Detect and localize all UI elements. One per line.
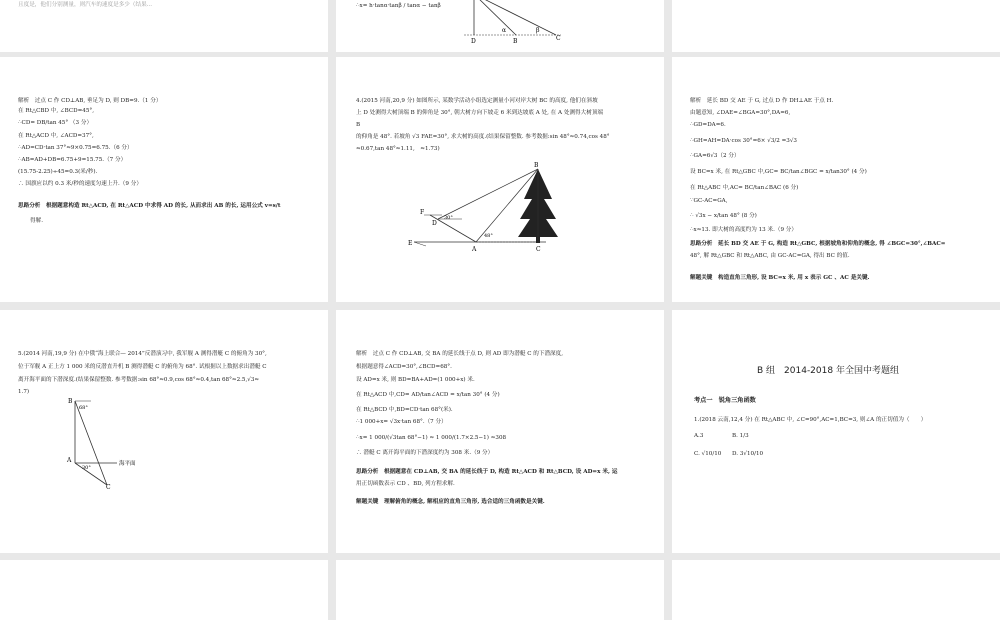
card-solution-flag — [0, 57, 328, 302]
line: ≈0.67,tan 48°≈1.11, ≈1.73) — [356, 146, 440, 152]
line: ∴ √3x − x/tan 48° (8 分) — [690, 213, 757, 219]
line: 解析 延长 BD 交 AE 于 G, 过点 D 作 DH⊥AE 于点 H. — [690, 98, 834, 104]
figure-top — [456, 0, 586, 50]
analysis-line: 思路分析 延长 BD 交 AE 于 G, 构造 Rt△GBC, 根据坡角和仰角的概念, 得 ∠BGC=30°,∠BAC= — [690, 241, 946, 247]
label-angle-68: 68° — [79, 405, 88, 411]
card-top-right — [672, 0, 1000, 52]
line: 解析 过点 C 作 CD⊥AB, 垂足为 D, 则 DB=9.（1 分） — [18, 98, 162, 104]
label-angle-30: 30° — [82, 465, 91, 471]
card-solution-submarine — [336, 310, 664, 553]
label-F: F — [420, 209, 425, 216]
line: 在 Rt△ACD 中, ∠ACD=37°, — [18, 133, 94, 139]
text-fragment: 且度是，他们分别测量，则汽车的速度是多少（结果... — [18, 2, 152, 8]
label-B: B — [534, 162, 539, 169]
label-angle-30: 30° — [444, 215, 453, 221]
label-angle-48: 48° — [484, 233, 493, 239]
analysis-line: 思路分析 根据题意在 CD⊥AB, 交 BA 的延长线于 D, 构造 Rt△ACD 和 Rt△BCD, 设 AD=x 米, 运 — [356, 469, 618, 475]
line: 在 Rt△ABC 中,AC= BC/tan∠BAC (6 分) — [690, 185, 799, 191]
card-question-5 — [0, 310, 328, 553]
card-question-4 — [336, 57, 664, 302]
line: 根据题意得∠ACD=30°,∠BCD=68°. — [356, 364, 452, 370]
analysis-line: 思路分析 根据题意构造 Rt△ACD, 在 Rt△ACD 中求得 AD 的长, 从而求出 AB 的长, 运用公式 v=s/t — [18, 203, 281, 209]
label-C: C — [106, 484, 111, 490]
card-bottom-middle — [336, 560, 664, 620]
line: ∴AD=CD·tan 37°≈9×0.75=6.75.（6 分） — [18, 145, 133, 151]
section-title: B 组 2014-2018 年全国中考题组 — [757, 366, 899, 376]
card-top-left — [0, 0, 328, 52]
label-A: A — [472, 246, 477, 253]
label-D: D — [471, 38, 476, 45]
question-text: 1.(2018 云南,12,4 分) 在 Rt△ABC 中, ∠C=90°,AC=1,BC=3, 则∠A 的正切值为（ ） — [694, 417, 927, 423]
label-C: C — [536, 246, 541, 253]
line: B — [356, 122, 361, 128]
line: ∴x= 1 000/(√3tan 68°−1) ≈ 1 000/(1.7×2.5−1) ≈308 — [356, 435, 507, 441]
line: ∴GA=6√3（2 分） — [690, 153, 740, 159]
option-d: D. 3√10/10 — [732, 451, 764, 457]
line: 用正切函数表示 CD 、BD, 列方程求解. — [356, 481, 455, 487]
label-A: A — [67, 457, 72, 464]
line: 在 Rt△BCD 中,BD=CD·tan 68°(米). — [356, 407, 453, 413]
label-sea-level: 海平面 — [119, 461, 136, 467]
line: 设 BC=x 米, 在 Rt△GBC 中,GC= BC/tan∠BGC = x/tan30° (4 分) — [690, 169, 867, 175]
formula-fragment: ∴x= h·tanα·tanβ / tanα − tanβ — [356, 3, 441, 9]
line: 得解. — [30, 218, 43, 224]
line: (15.75-2.25)÷45=0.3(米/秒). — [18, 169, 98, 175]
line: 上 D 处测得大树顶端 B 的仰角是 30°, 朝大树方向下坡走 6 米到达坡底 A 处, 在 A 处测得大树顶端 — [356, 110, 604, 116]
label-B: B — [68, 398, 73, 405]
line: 的仰角是 48°. 若坡角 √3 FAE=30°, 求大树的高度.(结果保留整数. 参考数据:sin 48°≈0.74,cos 48° — [356, 134, 610, 140]
label-E: E — [408, 240, 413, 247]
line: ∴ 潜艇 C 离开海平面的下潜深度约为 308 米.（9 分） — [356, 450, 494, 456]
label-C: C — [556, 35, 561, 42]
card-group-b — [672, 310, 1000, 553]
figure-tree-slope — [406, 157, 576, 257]
line: ∵GC-AC=GA, — [690, 198, 728, 204]
figure-submarine — [55, 395, 175, 490]
line: ∴AB=AD+DB=6.75+9=15.75.（7 分） — [18, 157, 127, 163]
line: 离开海平面的下潜深度.(结果保留整数. 参考数据:sin 68°≈0.9,cos 68°≈0.4,tan 68°≈2.5,√3≈ — [18, 377, 260, 383]
line: 4.(2015 河南,20,9 分) 如图所示, 某数学活动小组选定测量小河对岸大树 BC 的高度, 他们在斜坡 — [356, 98, 598, 104]
label-B: B — [513, 38, 518, 45]
line: 5.(2014 河南,19,9 分) 在中俄“海上联合— 2014”反潜演习中, 我军舰 A 测得潜艇 C 的俯角为 30°, — [18, 351, 267, 357]
option-a: A.3 — [694, 433, 704, 439]
line: 位于军舰 A 正上方 1 000 米的反潜直升机 B 测得潜艇 C 的俯角为 68°. 试根据以上数据求出潜艇 C — [18, 364, 267, 370]
card-solution-tree — [672, 57, 1000, 302]
line: ∴CD= DB/tan 45° （3 分） — [18, 120, 93, 126]
line: ∴GD=DA=6. — [690, 122, 726, 128]
line: 由题意知, ∠DAE=∠BGA=30°,DA=6, — [690, 110, 791, 116]
card-top-middle — [336, 0, 664, 52]
line: ∴GH=AH=DA·cos 30°=6× √3/2 =3√3 — [690, 138, 797, 144]
line: 在 Rt△CBD 中, ∠BCD=45°, — [18, 108, 94, 114]
line: ∴ 国旗应以约 0.3 米/秒的速度匀速上升.（9 分） — [18, 181, 142, 187]
line: 1.7) — [18, 389, 30, 395]
line: 解析 过点 C 作 CD⊥AB, 交 BA 的延长线于点 D, 则 AD 即为潜艇 C 的下潜深度, — [356, 351, 564, 357]
label-alpha: α — [502, 27, 507, 34]
line: ∴1 000+x= √3x·tan 68°.（7 分） — [356, 419, 447, 425]
card-bottom-left — [0, 560, 328, 620]
label-D: D — [432, 220, 437, 227]
line: ∴x≈13. 即大树的高度约为 13 米.（9 分） — [690, 227, 797, 233]
key-line: 解题关键 理解俯角的概念, 解相应的直角三角形, 选合适的三角函数是关键. — [356, 499, 545, 505]
line: 48°, 解 Rt△GBC 和 Rt△ABC, 由 GC-AC=GA, 得出 BC 的值. — [690, 253, 850, 259]
card-bottom-right — [672, 560, 1000, 620]
key-line: 解题关键 构造直角三角形, 设 BC=x 米, 用 x 表示 GC 、AC 是关键. — [690, 275, 870, 281]
line: 设 AD=x 米, 则 BD=BA+AD=(1 000+x) 米. — [356, 377, 475, 383]
line: 在 Rt△ACD 中,CD= AD/tan∠ACD = x/tan 30° (4 分) — [356, 392, 500, 398]
option-b: B. 1/3 — [732, 433, 749, 439]
option-c: C. √10/10 — [694, 451, 722, 457]
label-beta: β — [536, 27, 540, 34]
subsection-title: 考点一 锐角三角函数 — [694, 397, 756, 404]
